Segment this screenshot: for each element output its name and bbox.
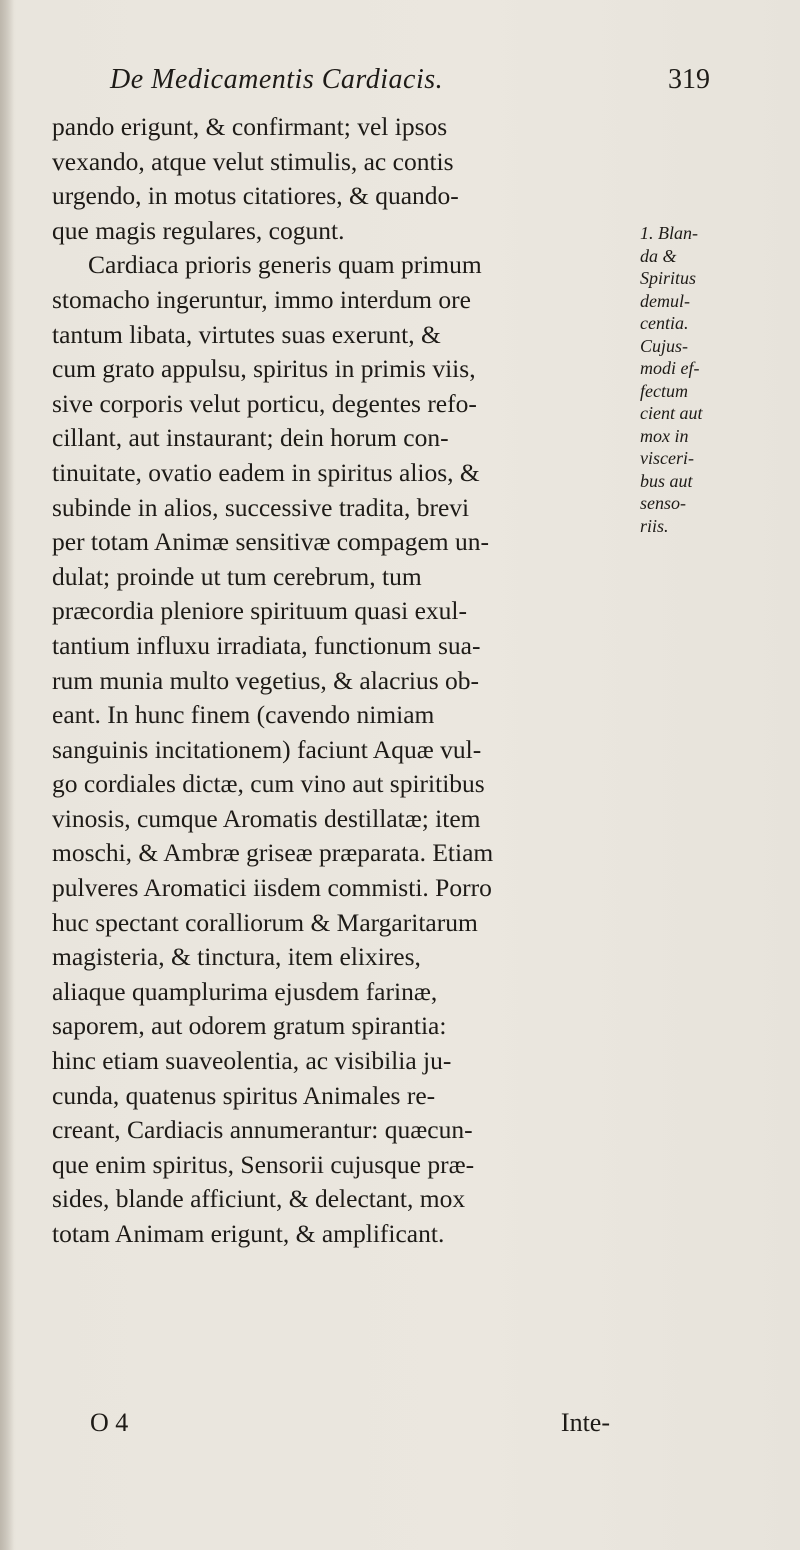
line-text: rum munia multo vegetius, & alacrius ob-	[52, 665, 480, 695]
line-text: tantium influxu irradiata, functionum sua-	[52, 630, 481, 660]
text-line	[52, 629, 632, 664]
text-line	[52, 387, 632, 422]
line-text: urgendo, in motus citatiores, & quando-	[52, 181, 459, 211]
text-line	[52, 698, 632, 733]
line-text: que magis regulares, cogunt.	[52, 215, 345, 245]
line-text: eant. In hunc finem (cavendo nimiam	[52, 700, 435, 730]
line-text: dulat; proinde ut tum cerebrum, tum	[52, 561, 422, 591]
line-text: tinuitate, ovatio eadem in spiritus alios, &	[52, 457, 480, 487]
margin-note-line: modi ef-	[640, 358, 700, 378]
line-text: cum grato appulsu, spiritus in primis viis,	[52, 354, 476, 384]
text-line	[52, 283, 632, 318]
text-line	[52, 975, 632, 1010]
text-line	[52, 1009, 632, 1044]
text-line	[52, 352, 632, 387]
catchword: Inte-	[560, 1408, 610, 1437]
text-line	[52, 456, 632, 491]
text-line	[52, 802, 632, 837]
line-text: subinde in alios, successive tradita, brevi	[52, 492, 470, 522]
text-line	[52, 1182, 632, 1217]
margin-note-line: 1. Blan-	[640, 223, 698, 243]
margin-note-line: Spiritus	[640, 268, 697, 288]
line-text: aliaque quamplurima ejusdem farinæ,	[52, 976, 438, 1006]
line-text: sanguinis incitationem) faciunt Aquæ vul-	[52, 734, 482, 764]
text-line	[52, 110, 632, 145]
text-line	[52, 940, 632, 975]
line-text: pando erigunt, & confirmant; vel ipsos	[52, 112, 448, 141]
line-text: huc spectant coralliorum & Margaritarum	[52, 907, 478, 937]
line-text: saporem, aut odorem gratum spirantia:	[52, 1011, 447, 1041]
line-text: vexando, atque velut stimulis, ac contis	[52, 146, 454, 176]
text-line	[52, 767, 632, 802]
text-line	[52, 318, 632, 353]
text-line	[52, 145, 632, 180]
line-text: creant, Cardiacis annumerantur: quæcun-	[52, 1115, 473, 1145]
text-line	[52, 560, 632, 595]
line-text: totam Animam erigunt, & amplificant.	[52, 1219, 445, 1248]
text-line	[52, 1217, 632, 1252]
line-text: per totam Animæ sensitivæ compagem un-	[52, 527, 489, 557]
signature-mark: O 4	[90, 1408, 129, 1437]
margin-note-line: demul-	[640, 290, 690, 311]
running-title: De Medicamentis Cardiacis.	[110, 64, 444, 95]
line-text: tantum libata, virtutes suas exerunt, &	[52, 319, 441, 349]
line-text: go cordiales dictæ, cum vino aut spiritibus	[52, 769, 485, 799]
text-line	[52, 214, 632, 249]
line-text: magisteria, & tinctura, item elixires,	[52, 942, 421, 972]
gutter-shadow	[0, 0, 14, 1550]
text-line	[52, 1044, 632, 1079]
text-line	[52, 179, 632, 214]
text-line	[52, 664, 632, 699]
margin-note-line: fectum	[640, 380, 688, 401]
text-line	[52, 525, 632, 560]
text-line	[52, 248, 632, 283]
text-line	[52, 421, 632, 456]
text-line	[52, 1113, 632, 1148]
line-text: præcordia pleniore spirituum quasi exul-	[52, 596, 467, 626]
text-line	[52, 871, 632, 906]
line-text: pulveres Aromatici iisdem commisti. Porro	[52, 873, 492, 903]
margin-note-line: da &	[640, 245, 677, 266]
margin-note-line: riis.	[640, 515, 669, 536]
line-text: que enim spiritus, Sensorii cujusque præ-	[52, 1149, 475, 1179]
line-text: sive corporis velut porticu, degentes refo-	[52, 388, 477, 418]
line-text: sides, blande afficiunt, & delectant, mox	[52, 1184, 466, 1214]
text-line	[52, 1148, 632, 1183]
main-text	[52, 110, 632, 1252]
line-text: stomacho ingeruntur, immo interdum ore	[52, 284, 471, 314]
page-footer	[90, 1408, 610, 1444]
text-line	[52, 594, 632, 629]
margin-note-line: bus aut	[640, 470, 693, 491]
margin-note-line: cient aut	[640, 403, 703, 423]
line-text: moschi, & Ambræ griseæ præparata. Etiam	[52, 838, 494, 868]
margin-note-line: mox in	[640, 425, 689, 446]
page-number: 319	[668, 64, 710, 95]
line-text: cillant, aut instaurant; dein horum con-	[52, 423, 449, 453]
line-text: Cardiaca prioris generis quam primum	[88, 250, 482, 280]
text-line	[52, 836, 632, 871]
line-text: hinc etiam suaveolentia, ac visibilia ju-	[52, 1046, 452, 1076]
margin-note-line: visceri-	[640, 448, 694, 468]
page-header	[110, 64, 710, 104]
text-line	[52, 491, 632, 526]
text-line	[52, 1079, 632, 1114]
line-text: vinosis, cumque Aromatis destillatæ; item	[52, 803, 481, 833]
text-line	[52, 733, 632, 768]
margin-note	[640, 222, 760, 537]
margin-note-line: senso-	[640, 493, 686, 513]
text-line	[52, 906, 632, 941]
margin-note-line: centia.	[640, 313, 689, 333]
line-text: cunda, quatenus spiritus Animales re-	[52, 1080, 436, 1110]
margin-note-line: Cujus-	[640, 335, 689, 356]
